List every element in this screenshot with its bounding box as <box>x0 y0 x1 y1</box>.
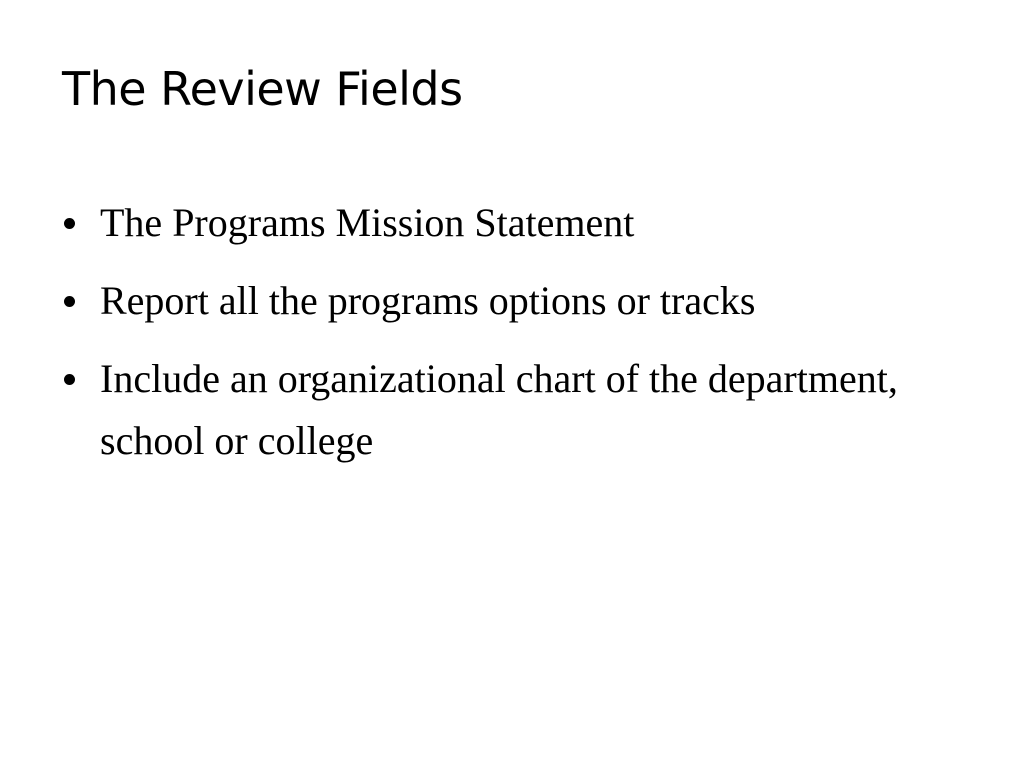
bullet-text: The Programs Mission Statement <box>100 200 635 245</box>
bullet-dot-icon <box>64 296 75 307</box>
slide-title: The Review Fields <box>62 62 463 116</box>
bullet-item-organizational-chart <box>62 348 962 472</box>
bullet-dot-icon <box>64 218 75 229</box>
bullet-text: Report all the programs options or tracks <box>100 278 756 323</box>
bullet-list <box>62 192 962 488</box>
bullet-item-program-options <box>62 270 962 332</box>
bullet-dot-icon <box>64 374 75 385</box>
bullet-text: Include an organizational chart of the department, school or college <box>100 356 898 463</box>
bullet-item-mission-statement <box>62 192 962 254</box>
